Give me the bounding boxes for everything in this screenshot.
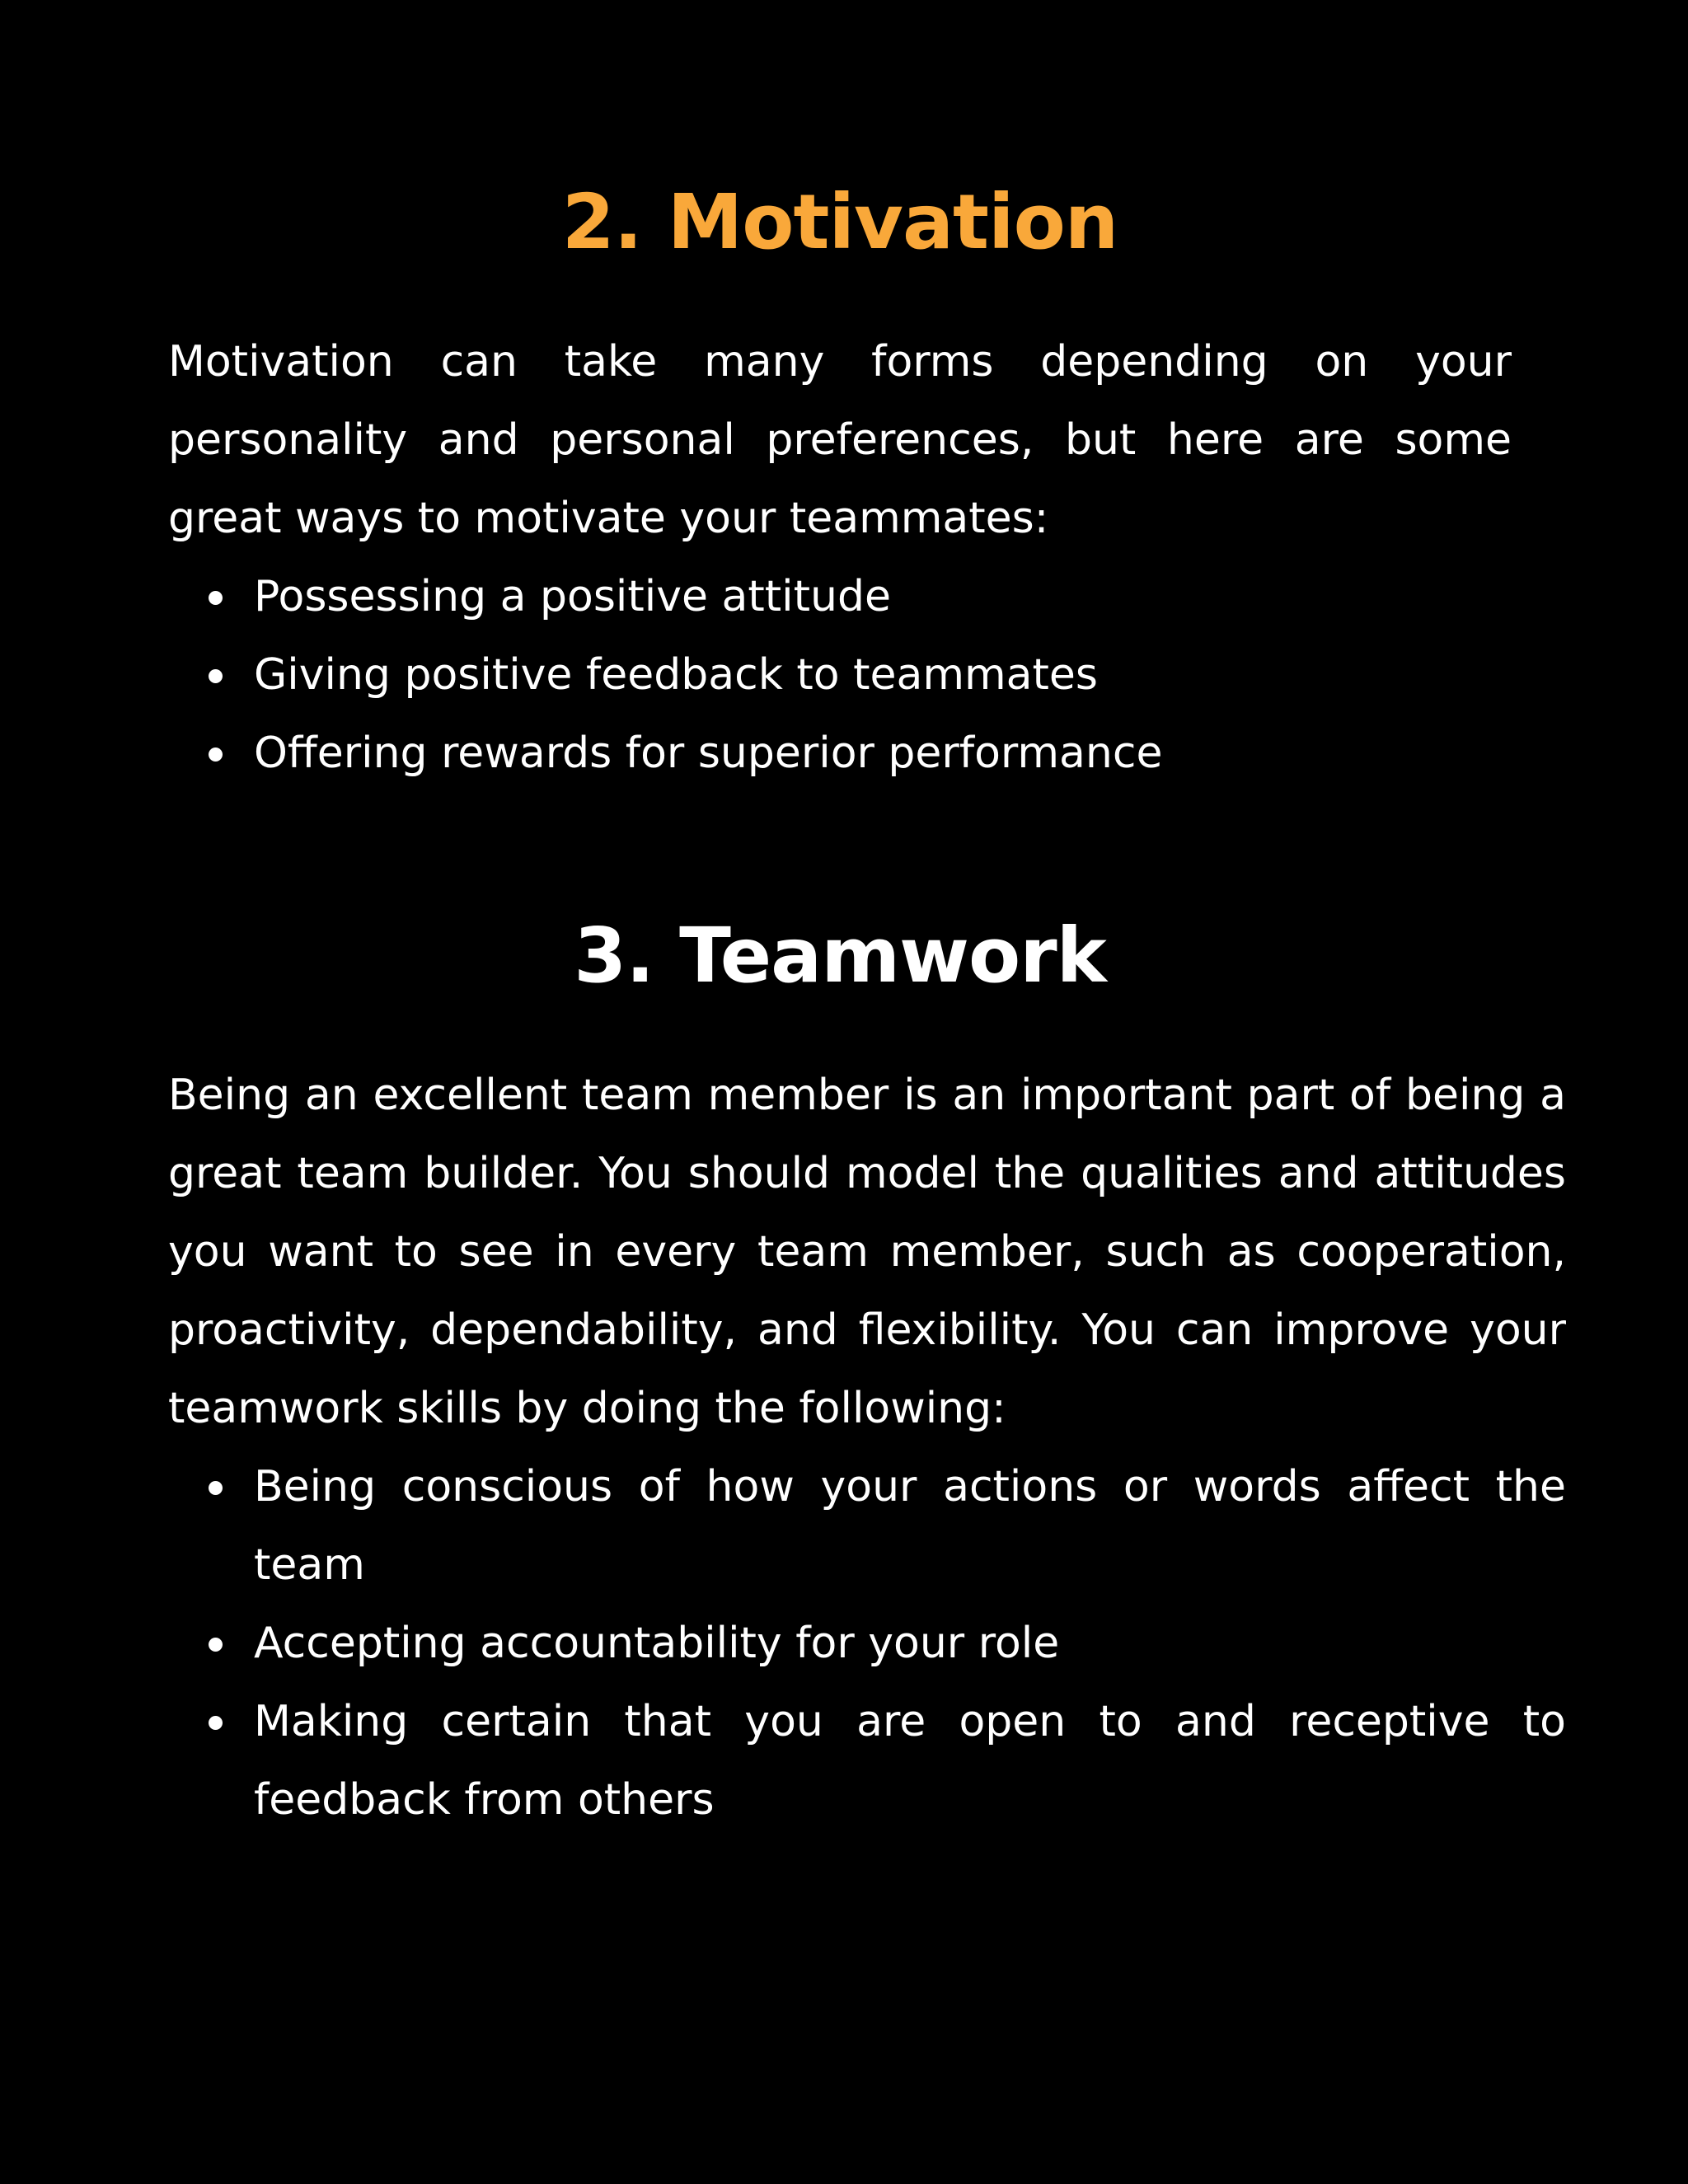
motivation-body-block [168, 323, 1512, 793]
list-item [168, 1605, 1566, 1683]
list-item [168, 715, 1512, 793]
bullet-icon [209, 748, 223, 762]
motivation-section [168, 177, 1512, 268]
list-item-text: Accepting accountability for your role [254, 1619, 1060, 1668]
teamwork-bullet-list [168, 1448, 1566, 1840]
motivation-heading: 2. Motivation [561, 178, 1118, 266]
teamwork-heading: 3. Teamwork [574, 912, 1106, 1000]
motivation-bullet-list [168, 558, 1512, 793]
teamwork-body-block [168, 1057, 1566, 1840]
bullet-icon [209, 1638, 223, 1652]
teamwork-paragraph: Being an excellent team member is an important part of being a great team builder. You should model the qualities and attitudes you want to see in every team member, such as cooperation, proactivity, dependability, and flexibility. You can improve your teamwork skills by doing the following: [168, 1071, 1566, 1433]
bullet-icon [209, 591, 223, 605]
bullet-icon [209, 1716, 223, 1730]
teamwork-section [168, 911, 1512, 1001]
bullet-icon [209, 1481, 223, 1495]
list-item [168, 1448, 1566, 1605]
motivation-paragraph: Motivation can take many forms depending on your personality and personal preferences, but here are some great ways to motivate your teammates: [168, 337, 1512, 543]
list-item [168, 558, 1512, 636]
list-item [168, 636, 1512, 715]
list-item-text: Being conscious of how your actions or words affect the team [254, 1462, 1566, 1590]
list-item-text: Giving positive feedback to teammates [254, 650, 1098, 700]
list-item-text: Offering rewards for superior performance [254, 729, 1163, 778]
list-item-text: Making certain that you are open to and receptive to feedback from others [254, 1697, 1566, 1825]
list-item [168, 1683, 1566, 1840]
bullet-icon [209, 669, 223, 683]
list-item-text: Possessing a positive attitude [254, 572, 891, 621]
